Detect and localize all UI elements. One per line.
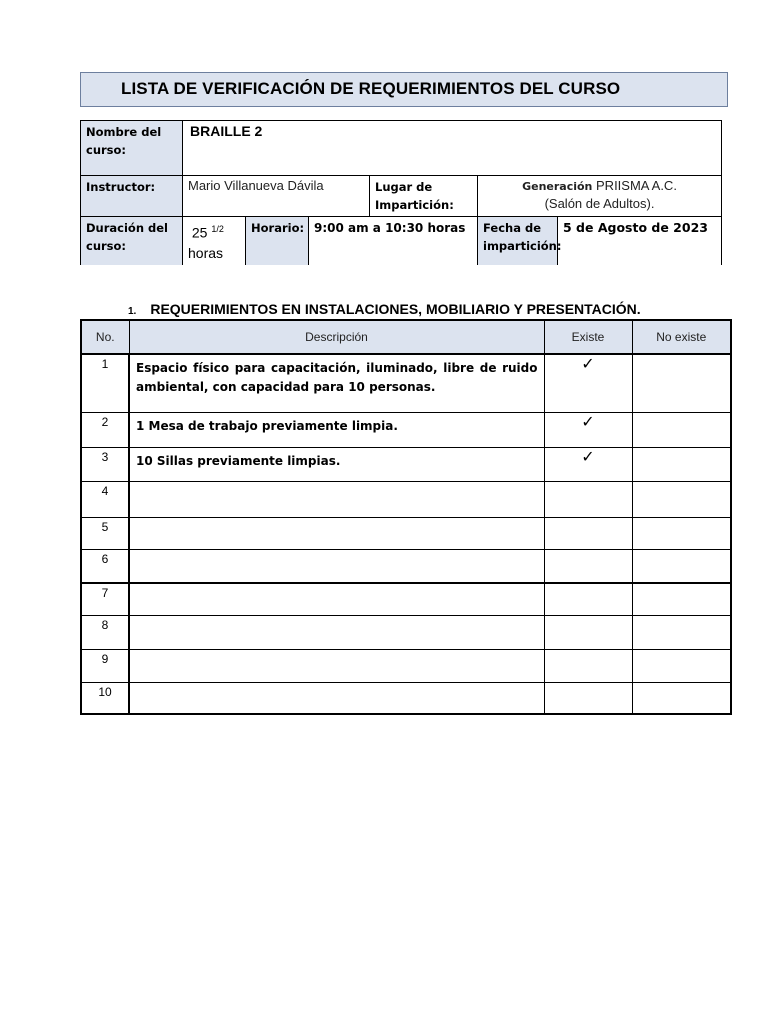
row-no-existe	[632, 615, 731, 649]
place-prefix: Generación	[522, 180, 593, 193]
row-number: 7	[81, 583, 129, 615]
row-number: 8	[81, 615, 129, 649]
row-existe	[544, 583, 632, 615]
place-value: PRIISMA A.C.	[596, 178, 677, 193]
table-row	[81, 549, 731, 583]
row-existe	[544, 615, 632, 649]
row-existe	[544, 517, 632, 549]
col-header-no-existe: No existe	[632, 320, 731, 354]
course-name-label: Nombre del curso:	[81, 121, 183, 176]
row-no-existe	[632, 649, 731, 682]
place-label: Lugar de Impartición:	[370, 176, 478, 217]
section-number: 1.	[128, 306, 137, 317]
table-row	[81, 583, 731, 615]
requirements-table	[80, 319, 732, 715]
table-row	[81, 615, 731, 649]
row-no-existe	[632, 481, 731, 517]
table-row	[81, 649, 731, 682]
course-name-value: BRAILLE 2	[183, 121, 722, 176]
row-number: 9	[81, 649, 129, 682]
row-description	[129, 649, 544, 682]
section-heading	[128, 301, 641, 317]
check-mark-icon: ✓	[544, 412, 632, 447]
instructor-label: Instructor:	[81, 176, 183, 217]
row-description: 10 Sillas previamente limpias.	[129, 447, 544, 481]
table-row	[81, 481, 731, 517]
course-info-table	[80, 120, 722, 265]
row-number: 3	[81, 447, 129, 481]
row-existe	[544, 649, 632, 682]
row-no-existe	[632, 682, 731, 714]
row-number: 2	[81, 412, 129, 447]
row-number: 5	[81, 517, 129, 549]
check-mark-icon: ✓	[544, 354, 632, 412]
col-header-no: No.	[81, 320, 129, 354]
row-no-existe	[632, 412, 731, 447]
schedule-value: 9:00 am a 10:30 horas	[309, 217, 478, 265]
date-value: 5 de Agosto de 2023	[558, 217, 722, 265]
row-description: Espacio físico para capacitación, iluminado, libre de ruido ambiental, con capacidad para 10 personas.	[129, 354, 544, 412]
row-description	[129, 583, 544, 615]
row-no-existe	[632, 354, 731, 412]
row-no-existe	[632, 549, 731, 583]
duration-fraction: 1/2	[211, 224, 224, 234]
check-mark-icon: ✓	[544, 447, 632, 481]
duration-label: Duración del curso:	[81, 217, 183, 265]
row-no-existe	[632, 583, 731, 615]
place-detail: (Salón de Adultos).	[544, 196, 655, 211]
duration-unit: horas	[188, 244, 224, 261]
row-description	[129, 549, 544, 583]
date-label: Fecha de impartición:	[478, 217, 558, 265]
table-row	[81, 682, 731, 714]
row-number: 1	[81, 354, 129, 412]
instructor-value: Mario Villanueva Dávila	[183, 176, 370, 217]
row-description	[129, 682, 544, 714]
schedule-label: Horario:	[246, 217, 309, 265]
document-title: LISTA DE VERIFICACIÓN DE REQUERIMIENTOS DEL CURSO	[121, 79, 621, 98]
row-description	[129, 481, 544, 517]
section-title: REQUERIMIENTOS EN INSTALACIONES, MOBILIARIO Y PRESENTACIÓN.	[150, 301, 641, 317]
row-description	[129, 615, 544, 649]
row-number: 10	[81, 682, 129, 714]
row-no-existe	[632, 517, 731, 549]
row-description	[129, 517, 544, 549]
row-existe	[544, 481, 632, 517]
duration-number: 25	[191, 224, 208, 241]
table-row	[81, 517, 731, 549]
duration-value	[183, 217, 246, 265]
col-header-description: Descripción	[129, 320, 544, 354]
table-row	[81, 447, 731, 481]
row-existe	[544, 549, 632, 583]
row-no-existe	[632, 447, 731, 481]
row-number: 6	[81, 549, 129, 583]
row-number: 4	[81, 481, 129, 517]
row-description: 1 Mesa de trabajo previamente limpia.	[129, 412, 544, 447]
place-value-cell	[478, 176, 722, 217]
document-title-box	[80, 72, 728, 107]
table-row	[81, 354, 731, 412]
row-existe	[544, 682, 632, 714]
col-header-existe: Existe	[544, 320, 632, 354]
table-row	[81, 412, 731, 447]
